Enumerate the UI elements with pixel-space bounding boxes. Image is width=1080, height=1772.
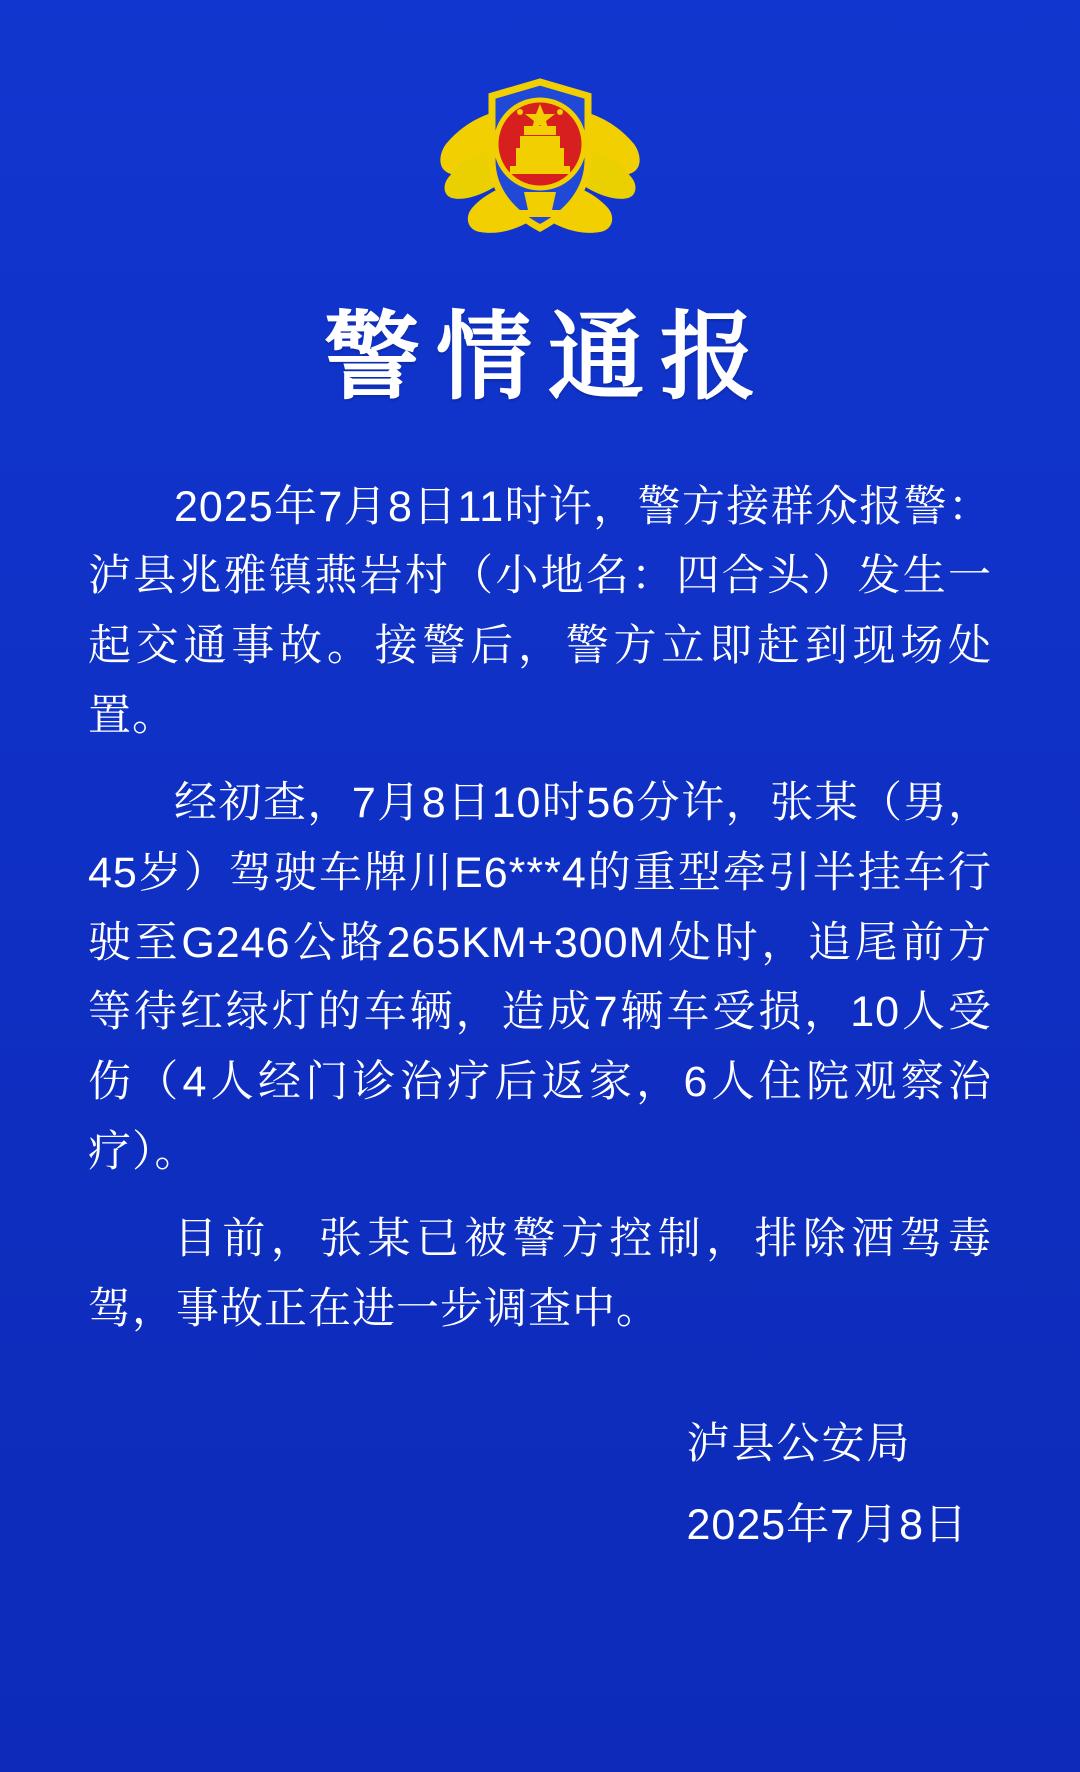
page-title: 警情通报 bbox=[324, 304, 772, 411]
signature-date: 2025年7月8日 bbox=[686, 1500, 968, 1549]
paragraph-2: 经初查，7月8日10时56分许，张某（男，45岁）驾驶车牌川E6***4的重型牵引半挂车行驶至G246公路265KM+300M处时，追尾前方等待红绿灯的车辆，造成7辆车受损，10人受伤（4人经门诊治疗后返家，6人住院观察治疗）。 bbox=[88, 779, 992, 1176]
police-badge-icon bbox=[420, 52, 660, 267]
signature-organization: 泸县公安局 bbox=[686, 1420, 912, 1468]
paragraph-1: 2025年7月8日11时许，警方接群众报警：泸县兆雅镇燕岩村（小地名：四合头）发生一起交通事故。接警后，警方立即赶到现场处置。 bbox=[88, 482, 992, 740]
paragraph-3: 目前，张某已被警方控制，排除酒驾毒驾，事故正在进一步调查中。 bbox=[88, 1215, 992, 1333]
notice-body bbox=[88, 473, 992, 1363]
signature bbox=[687, 1412, 969, 1557]
